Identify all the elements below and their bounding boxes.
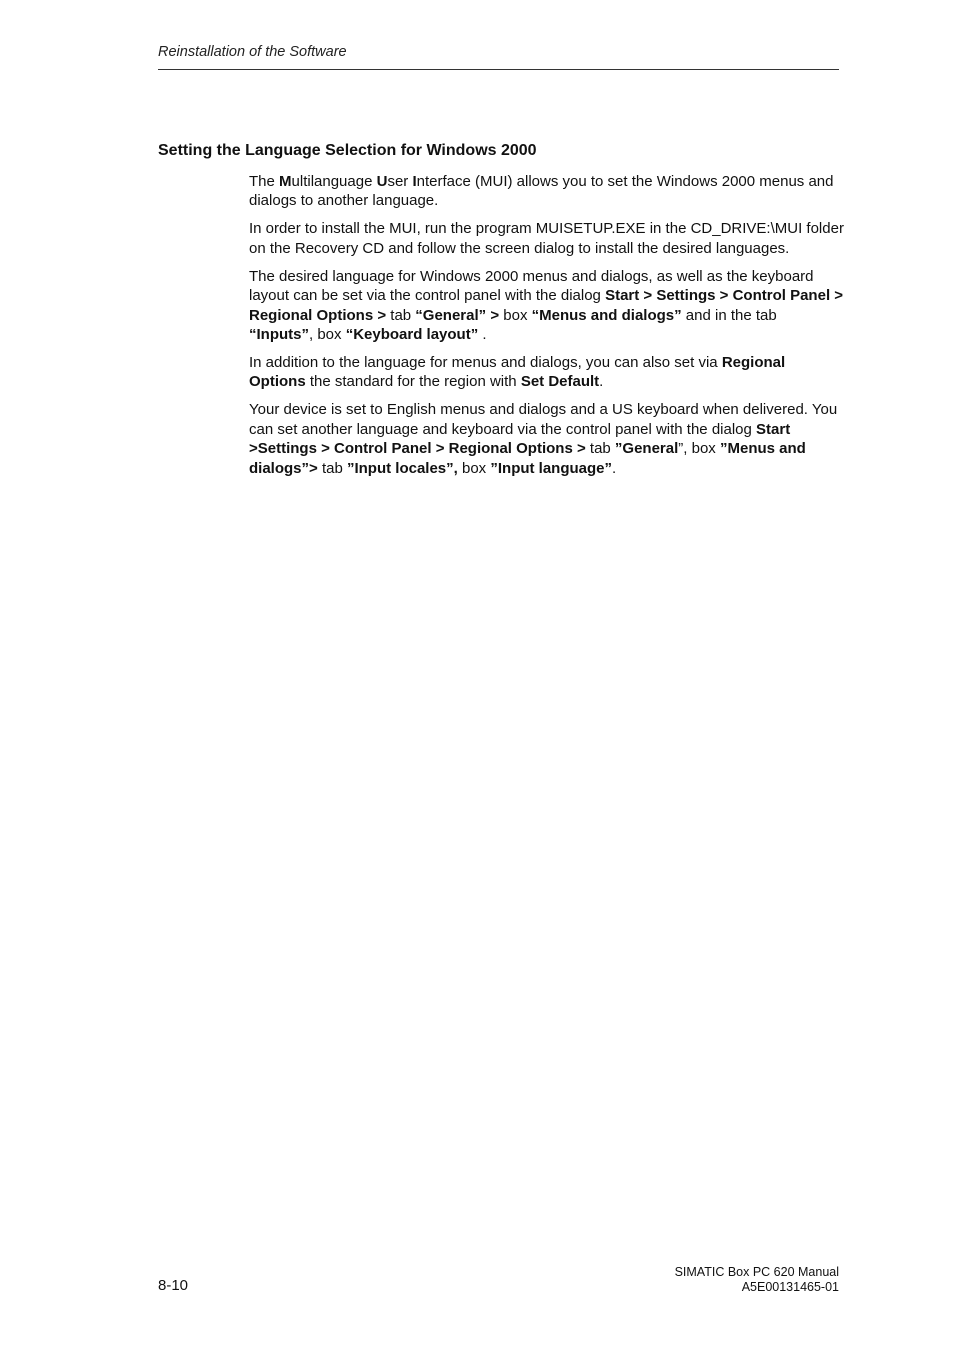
text-run: The desired language for Windows 2000 menus and dialogs, as well as the keyboard layout can be set via the control panel with the dialog xyxy=(249,267,814,305)
header-divider xyxy=(158,69,839,70)
bold-run: M xyxy=(279,173,292,190)
footer-document-info xyxy=(675,1265,839,1294)
text-run: tab xyxy=(585,440,615,458)
text-run: ”, box xyxy=(678,440,720,458)
text-run: . xyxy=(612,459,617,477)
text-run: box xyxy=(457,459,491,477)
paragraph-regional-options xyxy=(249,353,845,392)
bold-run: “Menus and dialogs” xyxy=(531,306,682,324)
paragraph-language-settings xyxy=(249,267,845,345)
bold-run: I xyxy=(412,173,417,190)
text-run: tab xyxy=(317,459,347,477)
bold-run: ”General xyxy=(614,440,679,458)
text-run: In addition to the language for menus and dialogs, you can also set via xyxy=(249,354,722,372)
text-run: nterface (MUI) allows you to set the Windows 2000 menus and dialogs to another language. xyxy=(249,173,834,210)
bold-run: “Inputs” xyxy=(249,326,309,344)
bold-run: ”Input language” xyxy=(490,459,613,477)
text-run: Your device is set to English menus and dialogs and a US keyboard when delivered. You can set another language and keyboard via the control panel with the dialog xyxy=(249,401,838,438)
text-run: The xyxy=(249,173,280,190)
bold-run: “General” > xyxy=(415,306,500,324)
body-text xyxy=(249,172,845,487)
text-run: the standard for the region with xyxy=(305,373,521,391)
bold-run: ”Input locales”, xyxy=(346,459,458,477)
running-header: Reinstallation of the Software xyxy=(158,44,347,60)
text-run: . xyxy=(599,373,604,391)
bold-run: Set Default xyxy=(520,373,600,391)
text-run: tab xyxy=(386,306,416,324)
bold-run: “Keyboard layout” xyxy=(345,326,479,344)
bold-run: ”Menus and dialogs”> xyxy=(249,440,806,477)
page-number: 8-10 xyxy=(158,1277,189,1294)
paragraph-install-mui: In order to install the MUI, run the program MUISETUP.EXE in the CD_DRIVE:\MUI folder on the Recovery CD and follow the screen dialog to install the desired languages. xyxy=(249,220,844,257)
text-run: box xyxy=(499,306,532,324)
section-heading: Setting the Language Selection for Windows 2000 xyxy=(158,142,537,159)
text-run: , box xyxy=(309,326,346,344)
bold-run: U xyxy=(376,173,388,190)
paragraph-mui-intro xyxy=(249,172,845,211)
bold-run: Regional Options xyxy=(249,354,786,391)
manual-title: SIMATIC Box PC 620 Manual xyxy=(674,1265,839,1279)
text-run: ultilanguage xyxy=(291,173,377,190)
text-run: . xyxy=(478,326,487,344)
bold-run: Start > Settings > Control Panel > Regional Options > xyxy=(249,287,844,324)
bold-run: Start >Settings > Control Panel > Regional Options > xyxy=(249,420,791,458)
paragraph-default-settings xyxy=(249,400,845,478)
text-run: and in the tab xyxy=(681,306,777,324)
document-id: A5E00131465-01 xyxy=(741,1279,839,1294)
text-run: ser xyxy=(387,173,413,190)
